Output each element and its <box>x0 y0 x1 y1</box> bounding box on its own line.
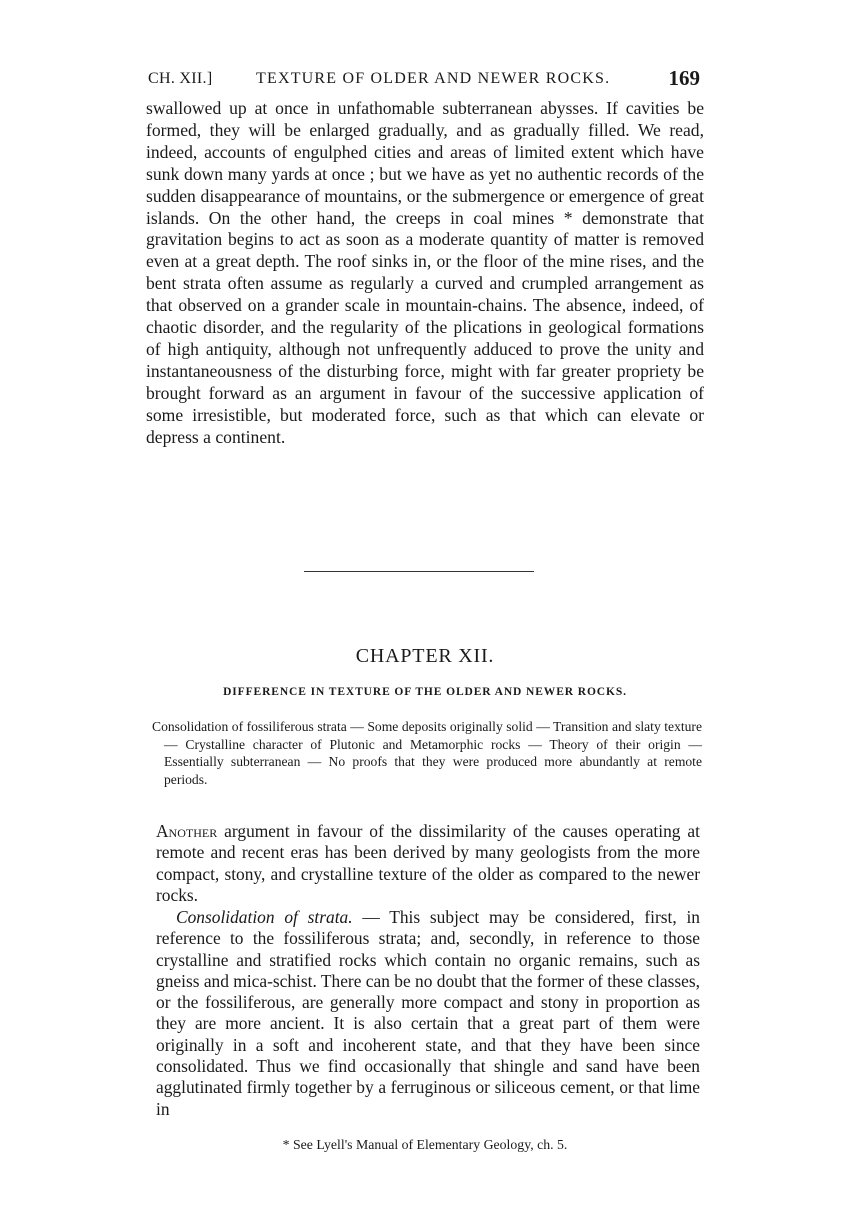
footnote: * See Lyell's Manual of Elementary Geology, ch. 5. <box>282 1137 568 1152</box>
chapter-title: DIFFERENCE IN TEXTURE OF THE OLDER AND NEWER ROCKS. <box>223 686 627 698</box>
running-head <box>148 66 708 94</box>
section-divider <box>304 571 534 572</box>
paragraph-consolidation-text: — This subject may be considered, first, in reference to the fossiliferous strata; and, secondly, in reference to those crystalline and stratified rocks which contain no organic remains, such as gneiss and mica-schist. There can be no doubt that the former of these classes, or the fossiliferous, are generally more compact and stony in proportion as they are more ancient. It is also certain that a great part of them were originally in a soft and incoherent state, and that they have been since consolidated. Thus we find occasionally that shingle and sand have been agglutinated firmly together by a ferruginous or siliceous cement, or that lime in <box>156 907 700 1119</box>
running-head-chapter: CH. XII.] <box>148 70 213 87</box>
paragraph-opening-text: argument in favour of the dissimilarity of the causes operating at remote and recent eras has been derived by many geologists from the more compact, stony, and crystalline texture of the older as compared to the newer rocks. <box>156 821 700 905</box>
paragraph-consolidation <box>156 907 700 1120</box>
chapter-summary-text: Consolidation of fossiliferous strata — Some deposits originally solid — Transition and slaty texture — Crystalline character of Plutonic and Metamorphic rocks — Theory of their origin — Essentially subterranean — No proofs that they were produced more abundantly at remote periods. <box>152 719 702 787</box>
paragraph-continued: swallowed up at once in unfathomable subterranean abysses. If cavities be formed, they will be enlarged gradually, and as gradually filled. We read, indeed, accounts of engulphed cities and areas of limited extent which have sunk down many yards at once ; but we have as yet no authentic records of the sudden disappearance of mountains, or the submergence or emergence of great islands. On the other hand, the creeps in coal mines * demonstrate that gravitation begins to act as soon as a moderate quantity of matter is removed even at a great depth. The roof sinks in, or the floor of the mine rises, and the bent strata often assume as regularly a curved and crumpled arrangement as that observed on a grander scale in mountain-chains. The absence, indeed, of chaotic disorder, and the regularity of the plications in geological formations of high antiquity, although not unfrequently adduced to prove the unity and instantaneousness of the disturbing force, might with far greater propriety be brought forward as an argument in favour of the successive application of some irresistible, but moderated force, such as that which can elevate or depress a continent. <box>146 98 704 447</box>
chapter-number: CHAPTER XII. <box>355 645 495 667</box>
chapter-summary <box>152 718 702 788</box>
paragraph-opening <box>156 821 700 906</box>
paragraph-italic-heading: Consolidation of strata. <box>176 907 353 927</box>
running-head-title: TEXTURE OF OLDER AND NEWER ROCKS. <box>256 70 611 87</box>
paragraph-lead-word: Another <box>156 821 218 841</box>
page-number: 169 <box>668 66 700 90</box>
